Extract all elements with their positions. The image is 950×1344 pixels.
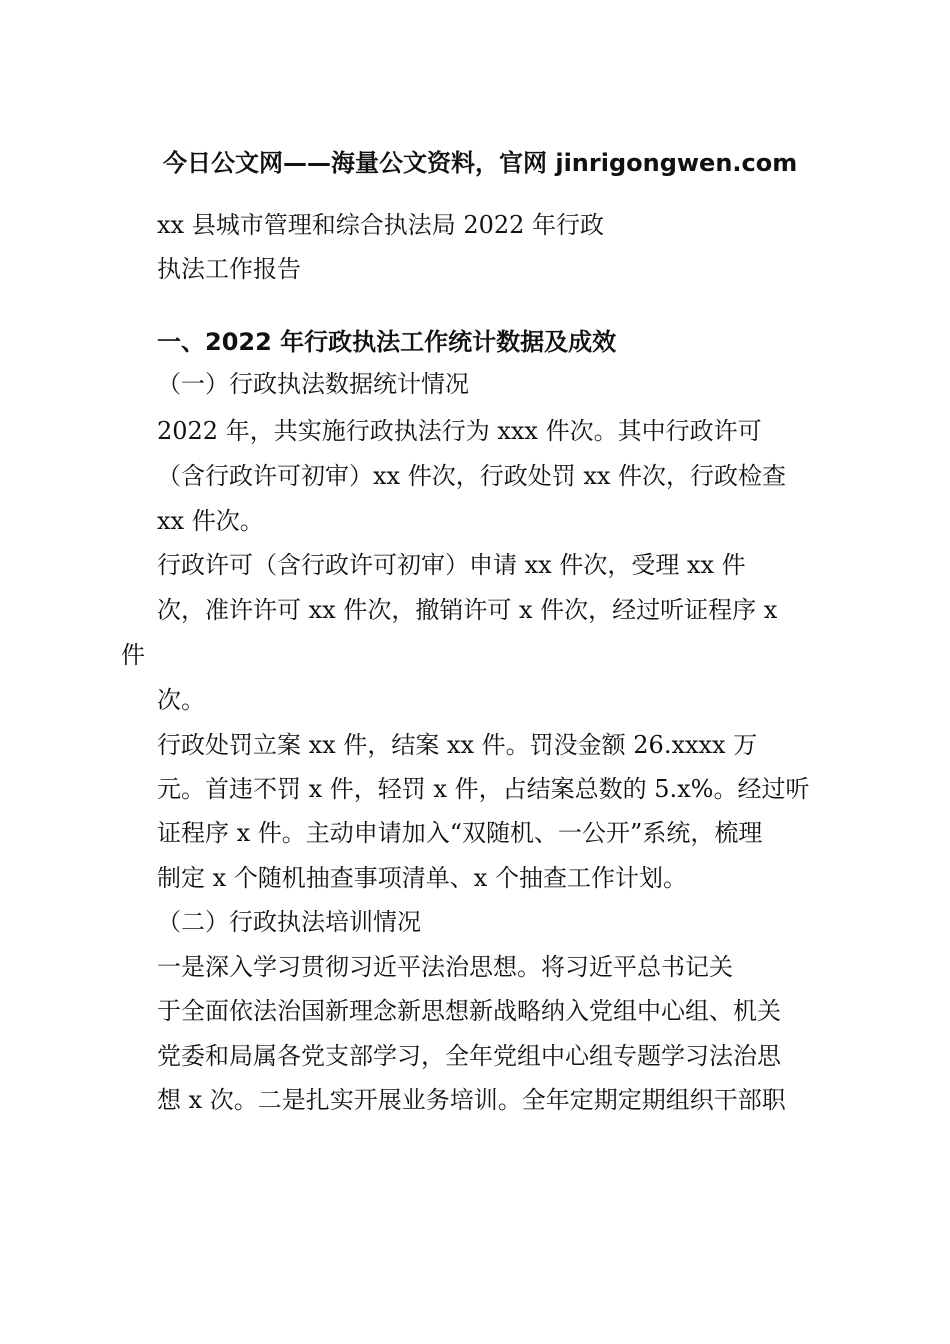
paragraph-3-line-3: 证程序 x 件。主动申请加入“双随机、一公开”系统，梳理 [157, 819, 763, 847]
doc-title-line-2: 执法工作报告 [157, 255, 301, 283]
subsection-heading-2: （二）行政执法培训情况 [157, 908, 421, 936]
paragraph-2-line-2: 次，准许许可 xx 件次，撤销许可 x 件次，经过听证程序 x [157, 596, 778, 624]
paragraph-4-line-3: 党委和局属各党支部学习，全年党组中心组专题学习法治思 [157, 1042, 781, 1070]
site-header: 今日公文网——海量公文资料，官网 jinrigongwen.com [163, 149, 798, 177]
paragraph-2-line-3: 件 [121, 641, 145, 669]
paragraph-4-line-1: 一是深入学习贯彻习近平法治思想。将习近平总书记关 [157, 953, 733, 981]
paragraph-3-line-2: 元。首违不罚 x 件，轻罚 x 件，占结案总数的 5.x%。经过听 [157, 775, 810, 803]
subsection-heading-1: （一）行政执法数据统计情况 [157, 370, 469, 398]
paragraph-4-line-2: 于全面依法治国新理念新思想新战略纳入党组中心组、机关 [157, 997, 781, 1025]
paragraph-4-line-4: 想 x 次。二是扎实开展业务培训。全年定期定期组织干部职 [157, 1086, 786, 1114]
paragraph-2-line-4: 次。 [157, 686, 205, 714]
paragraph-3-line-1: 行政处罚立案 xx 件，结案 xx 件。罚没金额 26.xxxx 万 [157, 731, 758, 759]
paragraph-1-line-2: （含行政许可初审）xx 件次，行政处罚 xx 件次，行政检查 [157, 462, 787, 490]
doc-title-line-1: xx 县城市管理和综合执法局 2022 年行政 [157, 211, 605, 239]
paragraph-3-line-4: 制定 x 个随机抽查事项清单、x 个抽查工作计划。 [157, 864, 687, 892]
section-heading-1: 一、2022 年行政执法工作统计数据及成效 [157, 328, 617, 356]
paragraph-1-line-3: xx 件次。 [157, 507, 264, 535]
paragraph-2-line-1: 行政许可（含行政许可初审）申请 xx 件次，受理 xx 件 [157, 551, 746, 579]
paragraph-1-line-1: 2022 年，共实施行政执法行为 xxx 件次。其中行政许可 [157, 417, 762, 445]
